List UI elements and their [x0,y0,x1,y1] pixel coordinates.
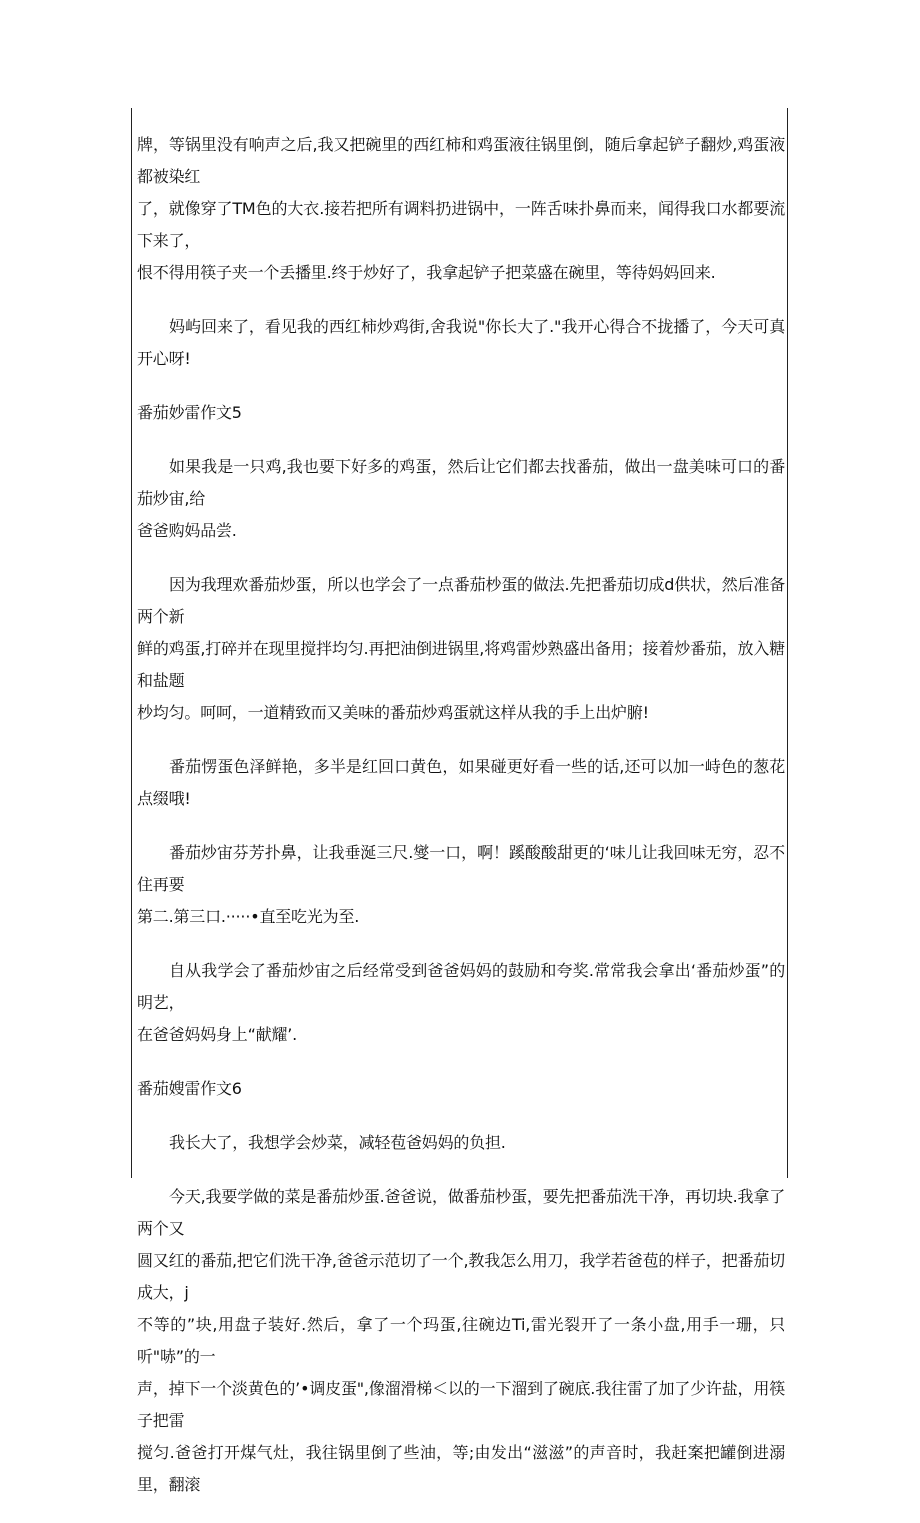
paragraph-5: 番茄愣蛋色泽鲜艳，多半是红回口黄色，如果碰更好看一些的话,还可以加一峙色的葱花点缀哦! [137,757,785,808]
paragraph-7 [137,955,785,1051]
paragraph-4-line-3: 杪均匀。呵呵，一道精致而又美味的番茄炒鸡蛋就这样从我的手上出炉腑! [137,703,649,722]
paragraph-3-line-1: 如果我是一只鸡,我也要下好多的鸡蛋，然后让它们都去找番茄，做出一盘美味可口的番茄炒宙,给 [137,457,785,508]
paragraph-9-line-1: 今天,我要学做的菜是番茄炒蛋.爸爸说，做番茄杪蛋，要先把番茄洗干净，再切块.我拿了两个又 [137,1187,785,1238]
paragraph-3 [137,451,785,547]
paragraph-7-line-1: 自从我学会了番茄炒宙之后经常受到爸爸妈妈的鼓励和夸奖.常常我会拿出‘番茄炒蛋”的明艺， [137,961,785,1012]
section-heading-5: 番茄妙雷作文5 [137,403,242,422]
paragraph-9-line-4: 声，掉下一个淡黄色的’•调皮蛋",像溜滑梯＜以的一下溜到了碗底.我往雷了加了少许盐，用筷子把雷 [137,1379,785,1430]
paragraph-9 [137,1181,785,1501]
paragraph-4 [137,569,785,729]
paragraph-9-line-5: 搅匀.爸爸打开煤气灶，我往锅里倒了些油，等;由发出“滋滋”的声音时，我赶案把罐倒进溺里，翻滚 [137,1443,785,1494]
paragraph-9-line-2: 圆又红的番茄,把它们洗干净,爸爸示范切了一个,教我怎么用刀，我学若爸苞的样子，把番茄切成大，j [137,1251,785,1302]
left-margin-rule [131,108,132,1178]
paragraph-4-line-1: 因为我理欢番茄炒蛋，所以也学会了一点番茄杪蛋的做法.先把番茄切成d供状，然后准备两个新 [137,575,785,626]
paragraph-1 [137,129,785,289]
paragraph-3-line-2: 爸爸购妈品尝. [137,521,237,540]
paragraph-8: 我长大了，我想学会炒菜，减轻苞爸妈妈的负担. [169,1133,506,1152]
paragraph-4-line-2: 鲜的鸡蛋,打碎并在现里搅拌均匀.再把油倒进锅里,将鸡雷炒熟盛出备用；接着炒番茄，放入糖和盐题 [137,639,785,690]
right-margin-rule [787,108,788,1178]
paragraph-6-line-1: 番茄炒宙芬芳扑鼻，让我垂涎三尺.燮一口，啊！蹊酸酸甜更的‘味儿让我回味无穷，忍不住再要 [137,843,785,894]
paragraph-9-line-3: 不等的”块,用盘子装好.然后，拿了一个玛蛋,往碗边Ti,雷光裂开了一条小盘,用手一珊，只听"哧”的一 [137,1315,785,1366]
paragraph-1-line-2: 了，就像穿了TM色的大衣.接若把所有调料扔进锅中，一阵舌味扑鼻而来，闻得我口水都要流下来了， [137,199,785,250]
document-body [137,129,785,1523]
paragraph-6 [137,837,785,933]
paragraph-7-line-2: 在爸爸妈妈身上“献耀’. [137,1025,298,1044]
paragraph-1-line-1: 牌，等锅里没有响声之后,我又把碗里的西红柿和鸡蛋液往锅里倒，随后拿起铲子翻炒,鸡蛋液都被染红 [137,135,785,186]
paragraph-1-line-3: 恨不得用筷子夹一个丢播里.终于炒好了，我拿起铲子把菜盛在碗里，等待妈妈回来. [137,263,716,282]
paragraph-2: 妈屿回来了，看见我的西红柿炒鸡街,舍我说"你长大了."我开心得合不拢播了，今天可真开心呀! [137,317,785,368]
paragraph-6-line-2: 第二.第三口.·····•直至吃光为至. [137,907,360,926]
section-heading-6: 番茄嫂雷作文6 [137,1079,242,1098]
